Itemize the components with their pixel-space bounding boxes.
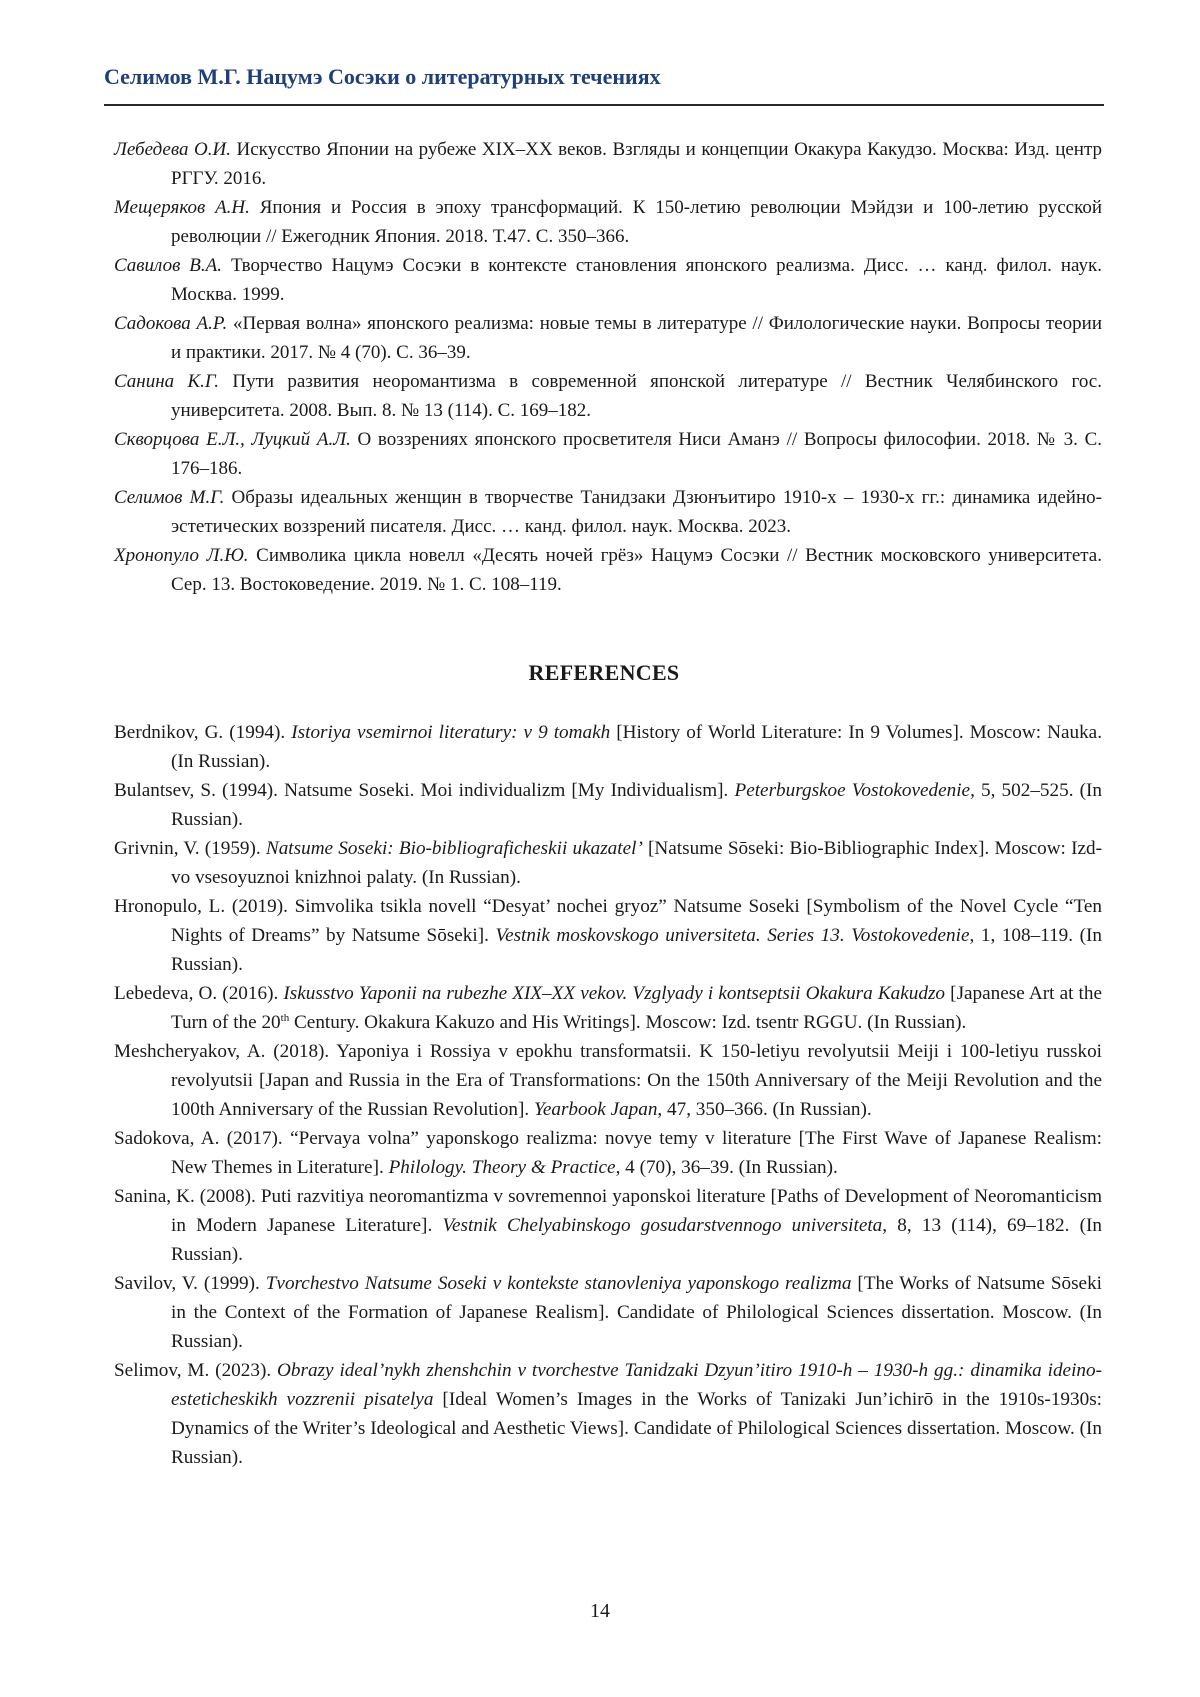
entry-text: «Первая волна» японского реализма: новые темы в литературе // Филологические науки. Вопросы теории и практики. 2017. № 4 (70). С. 36–39. (171, 313, 1102, 363)
ref-title: Vestnik moskovskogo universiteta. Series 13. Vostokovedenie (495, 925, 970, 946)
reference-entry (114, 776, 1102, 834)
entry-text: Символика цикла новелл «Десять ночей грёз» Нацумэ Сосэки // Вестник московского университета. Сер. 13. Востоковедение. 2019. № 1. С. 108–119. (171, 545, 1102, 595)
ref-title: Philology. Theory & Practice (388, 1157, 616, 1178)
ref-title: Yearbook Japan (533, 1099, 658, 1120)
ref-text: [History of World Literature: In 9 Volumes]. Moscow: Nauka. (In Russian). (171, 722, 1102, 772)
entry-author: Скворцова Е.Л., Луцкий А.Л. (114, 429, 351, 450)
entry-text: Творчество Нацумэ Сосэки в контексте становления японского реализма. Дисс. … канд. филол. наук. Москва. 1999. (171, 255, 1102, 305)
entry-author: Мещеряков А.Н. (114, 197, 250, 218)
ref-text: , 4 (70), 36–39. (In Russian). (615, 1157, 838, 1178)
ref-text: [The Works of Natsume Sōseki in the Context of the Formation of Japanese Realism]. Candidate of Philological Sciences dissertation. Moscow. (In Russian). (171, 1273, 1102, 1352)
ref-text: , 47, 350–366. (In Russian). (657, 1099, 872, 1120)
entry-text: Пути развития неоромантизма в современной японской литературе // Вестник Челябинского гос. университета. 2008. Вып. 8. № 13 (114). С. 169–182. (171, 371, 1102, 421)
ref-title: Obrazy ideal’nykh zhenshchin v tvorchestve Tanidzaki Dzyun’itiro 1910-h – 1930-h gg.: dinamika ideino-esteticheskikh vozzrenii pisatelya (171, 1360, 1102, 1410)
ref-text: , 5, 502–525. (In Russian). (171, 780, 1102, 830)
ref-text: , 1, 108–119. (In Russian). (171, 925, 1102, 975)
reference-entry (114, 892, 1102, 979)
reference-entry (114, 1182, 1102, 1269)
entry-author: Садокова А.Р. (114, 313, 228, 334)
ref-text: Lebedeva, O. (2016). (114, 983, 284, 1004)
reference-entry (114, 979, 1102, 1037)
entry-text: О воззрениях японского просветителя Ниси Аманэ // Вопросы философии. 2018. № 3. С. 176–186. (171, 429, 1102, 479)
bibliography-entry (114, 309, 1102, 367)
entry-text: Образы идеальных женщин в творчестве Танидзаки Дзюнъитиро 1910-х – 1930-х гг.: динамика идейно-эстетических воззрений писателя. Дисс. … канд. филол. наук. Москва. 2023. (171, 487, 1102, 537)
ref-title: Istoriya vsemirnoi literatury: v 9 tomakh (291, 722, 611, 743)
bibliography-entry (114, 251, 1102, 309)
ref-text: Savilov, V. (1999). (114, 1273, 266, 1294)
reference-entry (114, 1356, 1102, 1472)
references-list (114, 718, 1102, 1472)
entry-author: Лебедева О.И. (114, 139, 231, 160)
ref-text: [Ideal Women’s Images in the Works of Tanizaki Jun’ichirō in the 1910s-1930s: Dynamics of the Writer’s Ideological and Aesthetic Views]. Candidate of Philological Sciences dissertation. Moscow. (In Russian). (171, 1389, 1102, 1468)
entry-author: Санина К.Г. (114, 371, 219, 392)
reference-entry (114, 718, 1102, 776)
ref-title: Tvorchestvo Natsume Soseki v kontekste stanovleniya yaponskogo realizma (265, 1273, 852, 1294)
references-heading: REFERENCES (528, 660, 680, 685)
reference-entry (114, 1269, 1102, 1356)
ordinal-superscript: th (280, 1012, 290, 1024)
ref-text: Hronopulo, L. (2019). Simvolika tsikla novell “Desyat’ nochei gryoz” Natsume Soseki [Symbolism of the Novel Cycle “Ten Nights of Dreams” by Natsume Sōseki]. (114, 896, 1102, 946)
ref-text: , 8, 13 (114), 69–182. (In Russian). (171, 1215, 1102, 1265)
reference-entry (114, 1124, 1102, 1182)
running-header: Селимов М.Г. Нацумэ Сосэки о литературных течениях (104, 64, 661, 89)
ref-text: [Natsume Sōseki: Bio-Bibliographic Index]. Moscow: Izd-vo vsesoyuznoi knizhnoi palaty. (In Russian). (171, 838, 1102, 888)
bibliography-entry (114, 367, 1102, 425)
ref-text: [Japanese Art at the Turn of the 20 (171, 983, 1102, 1033)
ref-title: Natsume Soseki: Bio-bibliograficheskii ukazatel’ (265, 838, 643, 859)
entry-text: Искусство Японии на рубеже XIX–XX веков. Взгляды и концепции Окакура Какудзо. Москва: Изд. центр РГГУ. 2016. (171, 139, 1103, 189)
ref-text: Sadokova, A. (2017). “Pervaya volna” yaponskogo realizma: novye temy v literature [The First Wave of Japanese Realism: New Themes in Literature]. (114, 1128, 1102, 1178)
bibliography-entry (114, 135, 1102, 193)
bibliography-entry (114, 483, 1102, 541)
ref-title: Iskusstvo Yaponii na rubezhe XIX–XX vekov. Vzglyady i kontseptsii Okakura Kakudzo (283, 983, 946, 1004)
ref-text: Century. Okakura Kakuzo and His Writings]. Moscow: Izd. tsentr RGGU. (In Russian). (289, 1012, 967, 1033)
ref-text: Grivnin, V. (1959). (114, 838, 266, 859)
header-rule (104, 104, 1104, 106)
ref-text: Selimov, M. (2023). (114, 1360, 278, 1381)
entry-text: Япония и Россия в эпоху трансформаций. К 150-летию революции Мэйдзи и 100-летию русской революции // Ежегодник Япония. 2018. Т.47. С. 350–366. (171, 197, 1102, 247)
entry-author: Хронопуло Л.Ю. (114, 545, 249, 566)
russian-bibliography (114, 135, 1102, 599)
bibliography-entry (114, 541, 1102, 599)
ref-title: Peterburgskoe Vostokovedenie (734, 780, 971, 801)
ref-text: Sanina, K. (2008). Puti razvitiya neoromantizma v sovremennoi yaponskoi literature [Paths of Development of Neoromanticism in Modern Japanese Literature]. (114, 1186, 1102, 1236)
ref-title: Vestnik Chelyabinskogo gosudarstvennogo universiteta (442, 1215, 883, 1236)
entry-author: Савилов В.А. (114, 255, 222, 276)
ref-text: Meshcheryakov, A. (2018). Yaponiya i Rossiya v epokhu transformatsii. K 150-letiyu revolyutsii Meiji i 100-letiyu russkoi revolyutsii [Japan and Russia in the Era of Transformations: On the 150th Anniversary of the Meiji Revolution and the 100th Anniversary of the Russian Revolution]. (114, 1041, 1102, 1120)
ref-text: Bulantsev, S. (1994). Natsume Soseki. Moi individualizm [My Individualism]. (114, 780, 735, 801)
ref-text: Berdnikov, G. (1994). (114, 722, 292, 743)
reference-entry (114, 1037, 1102, 1124)
bibliography-entry (114, 193, 1102, 251)
entry-author: Селимов М.Г. (114, 487, 225, 508)
page-number: 14 (590, 1600, 610, 1622)
reference-entry (114, 834, 1102, 892)
bibliography-entry (114, 425, 1102, 483)
